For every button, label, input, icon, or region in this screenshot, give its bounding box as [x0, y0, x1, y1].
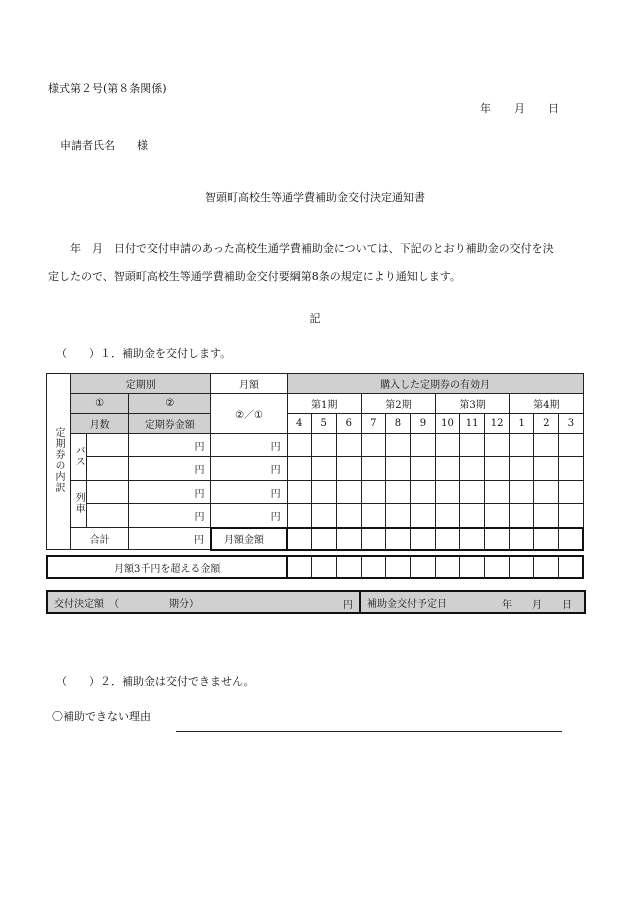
side-label: 定期券の内訳	[53, 427, 65, 493]
monthly-yen[interactable]: 円	[211, 504, 287, 528]
period-4: 第4期	[510, 394, 583, 414]
date-year: 年	[480, 102, 491, 115]
decision-amount[interactable]	[47, 591, 360, 613]
decision-yen: 円	[343, 600, 353, 611]
month-cell: 10	[436, 414, 460, 434]
date-day: 日	[548, 102, 559, 115]
train-label-cell	[71, 481, 87, 528]
schedule-date[interactable]	[360, 591, 585, 613]
amount-yen[interactable]: 円	[129, 481, 211, 504]
getsugaku-header: 月額	[211, 374, 287, 394]
monthly-total-label: 月額金額	[211, 528, 287, 550]
decision-table	[46, 590, 586, 614]
month-cell: 2	[534, 414, 559, 434]
amount-yen[interactable]: 円	[129, 434, 211, 457]
train-label: 列車	[73, 491, 85, 514]
item-2: （ ）２．補助金は交付できません。	[56, 675, 255, 688]
purchased-header: 購入した定期券の有効月	[287, 374, 583, 394]
months-input[interactable]	[87, 481, 129, 504]
amount-yen[interactable]: 円	[129, 504, 211, 528]
formula-header: ②／①	[211, 394, 287, 434]
month-cell: 8	[385, 414, 410, 434]
item-1: （ ）１．補助金を交付します。	[56, 347, 232, 360]
monthly-yen[interactable]: 円	[211, 481, 287, 504]
month-cell: 4	[287, 414, 311, 434]
months-input[interactable]	[87, 457, 129, 481]
document-title: 智頭町高校生等通学費補助金交付決定通知書	[205, 191, 425, 204]
monthly-yen[interactable]: 円	[211, 434, 287, 457]
month-cell: 12	[485, 414, 510, 434]
over-3000-label: 月額3千円を超える金額	[47, 556, 287, 578]
side-label-cell	[47, 374, 71, 550]
applicant-name: 申請者氏名 様	[60, 139, 148, 152]
ki-heading: 記	[309, 312, 321, 325]
months-input[interactable]	[87, 434, 129, 457]
bus-label-cell	[71, 434, 87, 481]
breakdown-table	[46, 373, 584, 551]
months-col-header: 月数	[71, 414, 129, 434]
months-input[interactable]	[87, 504, 129, 528]
month-cell: 3	[559, 414, 583, 434]
period-2: 第2期	[361, 394, 435, 414]
schedule-date-value: 年 月 日	[502, 600, 572, 611]
total-yen[interactable]: 円	[129, 528, 211, 550]
date-month: 月	[514, 102, 525, 115]
schedule-label: 補助金交付予定日	[367, 598, 447, 610]
month-cell: 9	[410, 414, 435, 434]
amount-col-header: 定期券金額	[129, 414, 211, 434]
month-cell: 1	[510, 414, 534, 434]
form-number: 様式第２号(第８条関係)	[48, 82, 167, 95]
body-line-2: 定したので、智頭町高校生等通学費補助金交付要綱第8条の規定により通知します。	[48, 270, 461, 283]
month-cell: 7	[361, 414, 385, 434]
month-cell: 6	[336, 414, 361, 434]
body-line-1: 年 月 日付で交付申請のあった高校生通学費補助金については、下記のとおり補助金の交付を決	[70, 242, 554, 255]
teiki-betsu-header: 定期別	[71, 374, 211, 394]
decision-label: 交付決定額 （ 期分）	[54, 598, 199, 610]
bus-label: バス	[73, 444, 85, 467]
reason-line[interactable]	[176, 731, 562, 732]
period-3: 第3期	[436, 394, 510, 414]
circ1-header: ①	[71, 394, 129, 414]
reason-label: 〇補助できない理由	[52, 710, 151, 723]
month-cell: 11	[460, 414, 485, 434]
over-3000-table	[46, 555, 584, 579]
month-cell: 5	[311, 414, 336, 434]
period-1: 第1期	[287, 394, 361, 414]
circ2-header: ②	[129, 394, 211, 414]
monthly-yen[interactable]: 円	[211, 457, 287, 481]
amount-yen[interactable]: 円	[129, 457, 211, 481]
total-label: 合計	[71, 528, 129, 550]
